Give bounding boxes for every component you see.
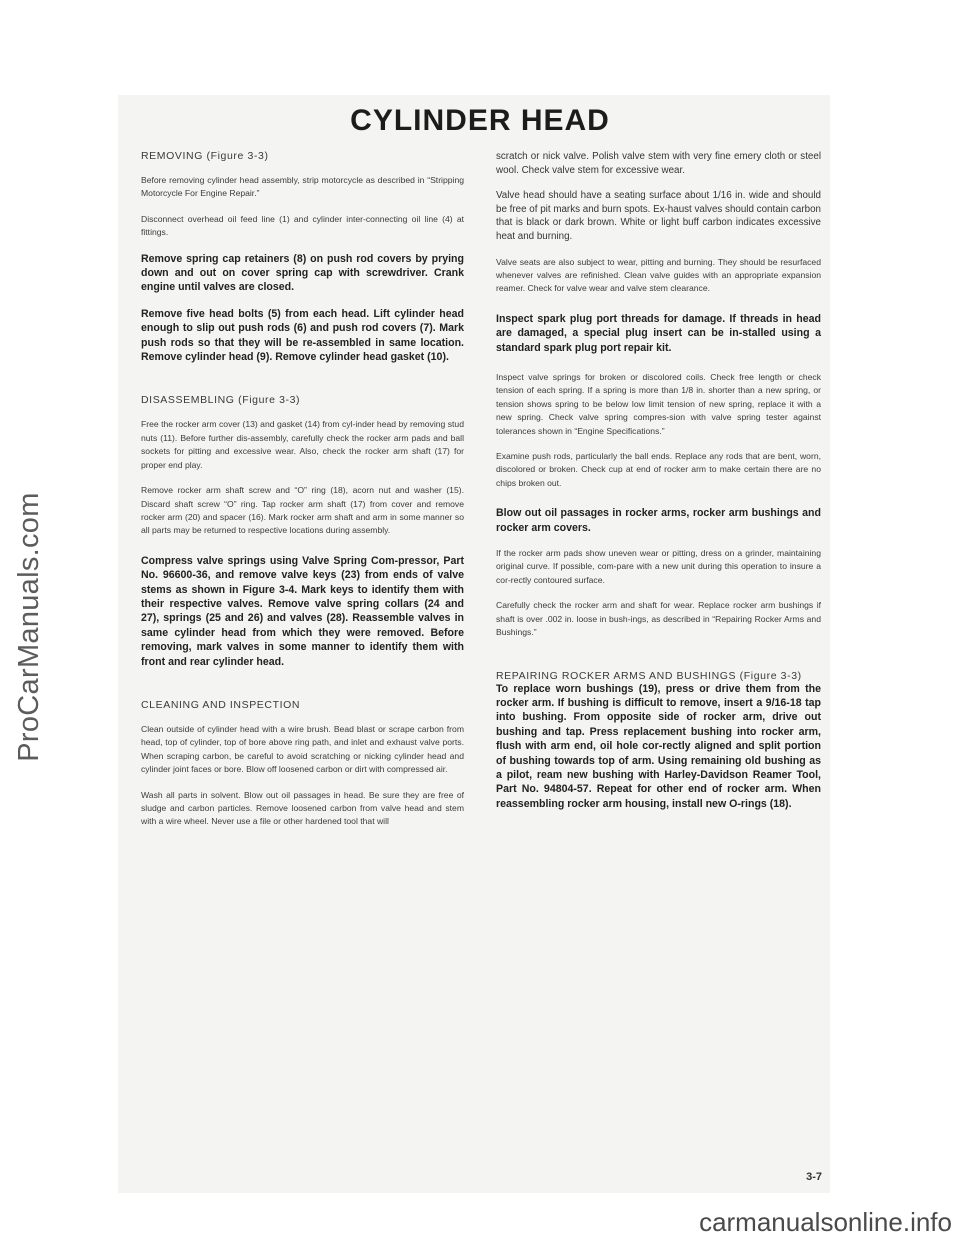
paragraph: Disconnect overhead oil feed line (1) and cylinder inter-connecting oil line (4) at fittings.	[141, 213, 464, 238]
paragraph: If the rocker arm pads show uneven wear or pitting, dress on a grinder, maintaining original curve. If possible, com-pare with a new unit during this operation to insure a cor-rectly contoured surface.	[496, 548, 821, 585]
paragraph: Before removing cylinder head assembly, strip motorcycle as described in “Stripping Motorcycle For Engine Repair.”	[141, 175, 464, 199]
right-column	[496, 150, 821, 811]
paragraph: Valve seats are also subject to wear, pitting and burning. They should be resurfaced whenever valves are refinished. Clean valve guides with an appropriate expansion reamer. Check for valve wear and valve stem clearance.	[496, 256, 821, 294]
paragraph-bold: To replace worn bushings (19), press or drive them from the rocker arm. If bushing is difficult to remove, insert a 9/16-18 tap into bushing. From opposite side of rocker arm, drive out bushing and tap. Press replacement bushing into rocker arm, flush with arm end, oil hole cor-rectly aligned and split portion of bushing towards top of arm. Using remaining old bushing as a pilot, ream new bushing with Harley-Davidson Reamer Tool, Part No. 94804-57. Repeat for other end of rocker arm. When reassembling rocker arm housing, install new O-rings (18).	[496, 682, 821, 810]
section-heading-cleaning: CLEANING AND INSPECTION	[141, 698, 301, 711]
left-column	[141, 150, 464, 829]
paragraph-bold: Compress valve springs using Valve Spring Com-pressor, Part No. 96600-36, and remove valve keys (23) from ends of valve stems as shown in Figure 3-4. Mark keys to identify them with their respective valves. Remove valve spring collars (24 and 27), springs (25 and 26) and valves (28). Reassemble valves in same cylinder head from which they were removed. Before removing, mark valves in some manner to identify them with front and rear cylinder head.	[141, 554, 464, 668]
paragraph: Wash all parts in solvent. Blow out oil passages in head. Be sure they are free of sludge and carbon particles. Remove loosened carbon from valve head and stem with a wire wheel. Never use a file or other hardened tool that will	[141, 789, 464, 827]
paragraph: Examine push rods, particularly the ball ends. Replace any rods that are bent, worn, discolored or broken. Check cup at end of rocker arm to make certain there are no chips broken out.	[496, 451, 821, 488]
paragraph-bold: Remove spring cap retainers (8) on push rod covers by prying down and out on cover spring cap with screwdriver. Crank engine until valves are closed.	[141, 252, 464, 294]
paragraph-bold: Inspect spark plug port threads for damage. If threads in head are damaged, a special plug insert can be in-stalled using a standard spark plug port repair kit.	[496, 312, 821, 354]
paragraph: Free the rocker arm cover (13) and gasket (14) from cyl-inder head by removing stud nuts (11). Before further dis-assembly, carefully check the rocker arm pads and ball sockets for pitting and excessive wear. Also, check the rocker arm shaft (17) for proper end play.	[141, 419, 464, 470]
paragraph: Carefully check the rocker arm and shaft for wear. Replace rocker arm bushings if shaft is over .002 in. loose in bush-ings, as described in “Repairing Rocker Arms and Bushings.”	[496, 600, 821, 638]
bottom-watermark: carmanualsonline.info	[699, 1207, 952, 1237]
page-title: CYLINDER HEAD	[350, 104, 610, 137]
paragraph: Valve head should have a seating surface about 1/16 in. wide and should be free of pit marks and burn spots. Ex-haust valves should contain carbon that is black or dark brown. White or light buff carbon indicates excessive heat and burning.	[496, 190, 821, 242]
paragraph-bold: Blow out oil passages in rocker arms, rocker arm bushings and rocker arm covers.	[496, 507, 821, 534]
section-heading-repairing: REPAIRING ROCKER ARMS AND BUSHINGS (Figure 3-3)	[496, 669, 802, 682]
paragraph: Remove rocker arm shaft screw and “O” ring (18), acorn nut and washer (15). Discard shaft screw “O” ring. Tap rocker arm shaft (17) from cover and remove rocker arm (20) and spacer (16). Mark rocker arm shaft and arm in some manner so all parts may be returned to respective locations during assembly.	[141, 485, 464, 536]
paragraph: Clean outside of cylinder head with a wire brush. Bead blast or scrape carbon from head, top of cylinder, top of bore above ring path, and inlet and exhaust valve ports. When scraping carbon, be careful to avoid scratching or nicking cylinder head and cylinder joint faces or bore. Blow off loosened carbon or dirt with compressed air.	[141, 723, 464, 775]
paragraph: Inspect valve springs for broken or discolored coils. Check free length or check tension of each spring. If a spring is more than 1/8 in. shorter than a new spring, or tension shows spring to be below low limit tension of new spring, replace it with a new spring. Check valve spring compres-sion with valve spring tester against tolerances shown in “Engine Specifications.”	[496, 372, 821, 436]
paragraph-bold: Remove five head bolts (5) from each head. Lift cylinder head enough to slip out push rods (6) and push rod covers (7). Mark push rods so that they will be re-assembled in same location. Remove cylinder head (9). Remove cylinder head gasket (10).	[141, 307, 464, 364]
paragraph: scratch or nick valve. Polish valve stem with very fine emery cloth or steel wool. Check valve stem for excessive wear.	[496, 151, 821, 176]
side-watermark: ProCarManuals.com	[13, 492, 45, 762]
section-heading-disassembling: DISASSEMBLING (Figure 3-3)	[141, 394, 301, 407]
section-heading-removing: REMOVING (Figure 3-3)	[141, 150, 269, 162]
page-number: 3-7	[806, 1171, 822, 1183]
